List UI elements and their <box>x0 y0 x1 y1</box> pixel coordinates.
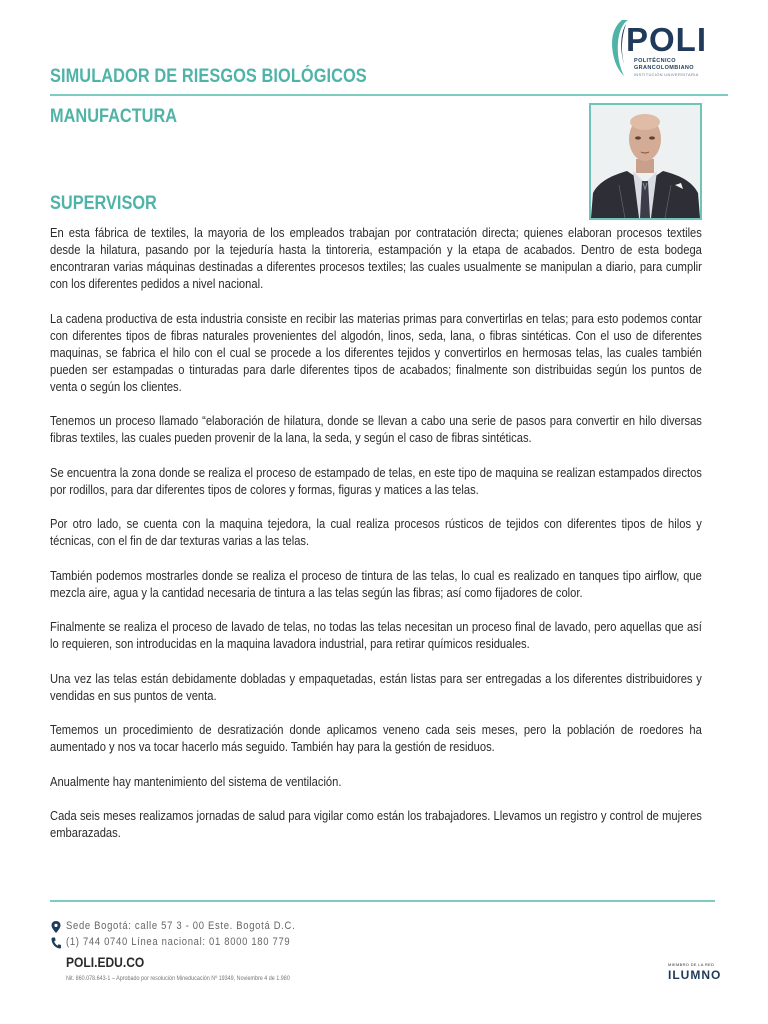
person-image <box>591 105 700 218</box>
paragraph: Tememos un procedimiento de desratización donde aplicamos veneno cada seis meses, pero la población de roedores ha aumentado y nos va tocar hacerlo más seguido. También hay para la gestión de residuos. <box>50 722 702 754</box>
location-pin-icon <box>51 921 61 933</box>
website-link[interactable]: POLI.EDU.CO <box>66 954 145 970</box>
role-title: SUPERVISOR <box>50 193 157 214</box>
footer-address: Sede Bogotá: calle 57 3 - 00 Este. Bogotá D.C. <box>66 920 296 932</box>
network-label: MIEMBRO DE LA RED <box>668 962 715 967</box>
logo-wordmark: POLI <box>626 21 708 58</box>
footer-phone: (1) 744 0740 Línea nacional: 01 8000 180 779 <box>66 936 291 948</box>
supervisor-photo <box>589 103 702 220</box>
header-divider <box>50 94 728 96</box>
footer-divider <box>50 900 715 902</box>
logo-line-1: POLITÉCNICO <box>634 58 676 64</box>
document-title: SIMULADOR DE RIESGOS BIOLÓGICOS <box>50 66 367 87</box>
legal-notice: Nit. 860.078.643-1 – Aprobado por resolución Mineducación Nº 19349, Noviembre 4 de 1.980 <box>66 976 290 982</box>
ilumno-logo: ILUMNO <box>668 968 722 982</box>
logo-line-2: GRANCOLOMBIANO <box>634 65 694 71</box>
paragraph: Finalmente se realiza el proceso de lavado de telas, no todas las telas necesitan un proceso final de lavado, pero aquellas que así lo requieren, son introducidas en la maquina lavadora industrial, para retirar químicos residuales. <box>50 619 702 651</box>
body-text <box>50 224 702 859</box>
poli-logo <box>604 18 714 82</box>
paragraph: Cada seis meses realizamos jornadas de salud para vigilar como están los trabajadores. Llevamos un registro y control de mujeres embarazadas. <box>50 808 702 840</box>
paragraph: Anualmente hay mantenimiento del sistema de ventilación. <box>50 773 342 789</box>
phone-icon <box>51 937 61 949</box>
paragraph: En esta fábrica de textiles, la mayoria de los empleados trabajan por contratación directa; quienes elaboran procesos textiles desde la hilatura, pasando por la tejeduría hasta la tintoreria, estampación y la etapa de acabados. Dentro de esta bodega encontraran varias máquinas destinadas a diferentes procesos textiles; las cuales usualmente se manipulan a diario, para cumplir con los diferentes pedidos a nivel nacional. <box>50 225 702 291</box>
paragraph: Por otro lado, se cuenta con la maquina tejedora, la cual realiza procesos rústicos de tejidos con diferentes tipos de hilos y técnicas, con el fin de dar texturas varias a las telas. <box>50 516 702 548</box>
paragraph: Tenemos un proceso llamado “elaboración de hilatura, donde se llevan a cabo una serie de pasos para convertir en hilo diversas fibras textiles, las cuales pueden provenir de la lana, la seda, y según el caso de fibras sintéticas. <box>50 413 702 445</box>
paragraph: Una vez las telas están debidamente dobladas y empaquetadas, están listas para ser entregadas a los diferentes distribuidores y vendidas en sus puntos de venta. <box>50 670 702 703</box>
paragraph: La cadena productiva de esta industria consiste en recibir las materias primas para convertirlas en telas; para esto podemos contar con diferentes tipos de fibras naturales provenientes del algodón, linos, seda, lana, o fibras sintéticas. Con el uso de diferentes maquinas, se fabrica el hilo con el cual se procede a los diferentes tejidos y convertirlos en hermosas telas, las cuales también pueden ser estampadas o tinturadas para darle diferentes tipos de acabados; finalmente son distribuidas según los puntos de venta o según los clientes. <box>50 310 702 394</box>
logo-line-3: INSTITUCIÓN UNIVERSITARIA <box>634 72 699 77</box>
paragraph: También podemos mostrarles donde se realiza el proceso de tintura de las telas, lo cual es realizado en tanques tipo airflow, que mezcla aire, agua y la cantidad necesaria de tintura a las telas según las fibras; así como fijadores de color. <box>50 567 702 600</box>
paragraph: Se encuentra la zona donde se realiza el proceso de estampado de telas, en este tipo de maquina se realizan estampados directos por rodillos, para dar diferentes tipos de colores y formas, figuras y matices a las telas. <box>50 464 702 497</box>
section-title: MANUFACTURA <box>50 106 178 127</box>
